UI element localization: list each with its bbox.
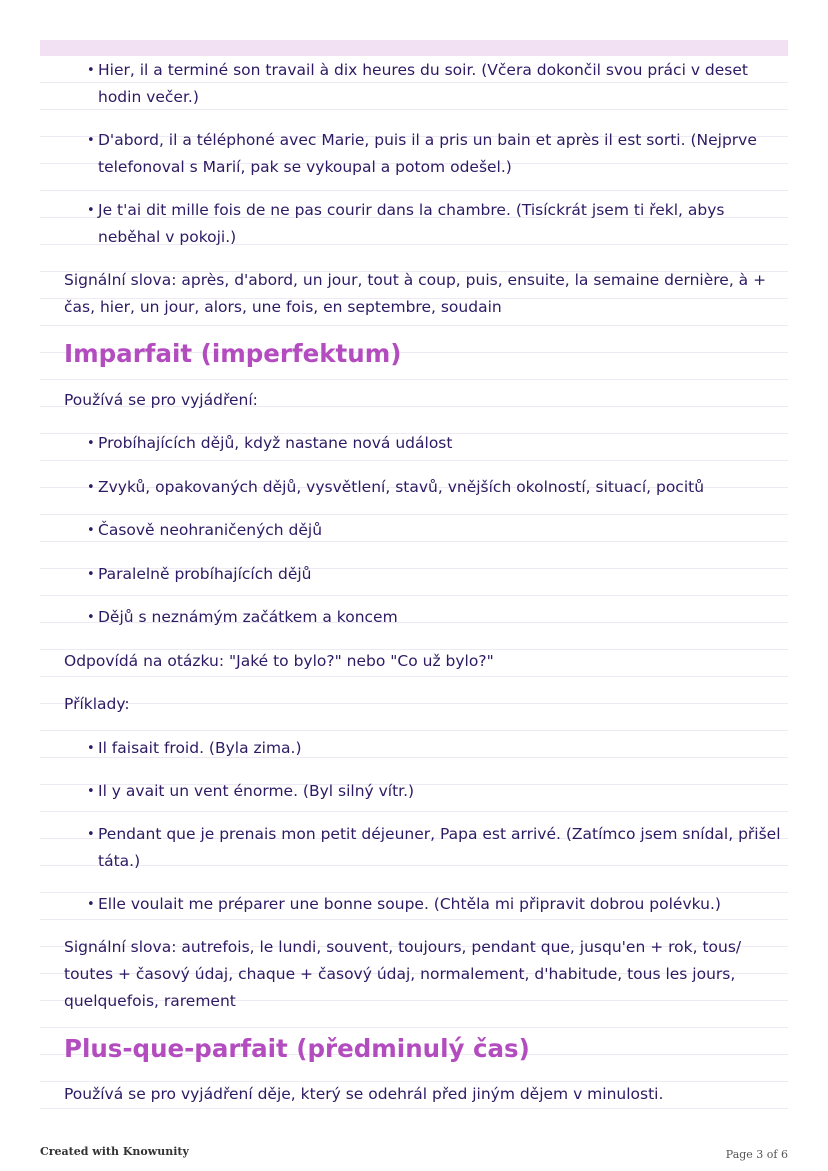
list-item: • Hier, il a terminé son travail à dix heures du soir. (Včera dokončil svou práci v deset hodin večer.) xyxy=(88,57,782,111)
list-item: • Pendant que je prenais mon petit déjeuner, Papa est arrivé. (Zatímco jsem snídal, přišel táta.) xyxy=(88,821,782,875)
list-item: • Zvyků, opakovaných dějů, vysvětlení, stavů, vnějších okolností, situací, pocitů xyxy=(88,474,782,501)
page-top-band xyxy=(40,40,788,56)
list-item: • Elle voulait me préparer une bonne soupe. (Chtěla mi připravit dobrou polévku.) xyxy=(88,891,782,918)
section-heading-imparfait: Imparfait (imperfektum) xyxy=(64,339,402,368)
footer-page-number: Page 3 of 6 xyxy=(725,1148,788,1161)
list-item: • Il y avait un vent énorme. (Byl silný vítr.) xyxy=(88,778,782,805)
intro-text: Používá se pro vyjádření: xyxy=(64,391,258,409)
question-text: Odpovídá na otázku: "Jaké to bylo?" nebo "Co už bylo?" xyxy=(64,652,494,670)
list-item: • Časově neohraničených dějů xyxy=(88,517,782,544)
list-item: • Probíhajících dějů, když nastane nová událost xyxy=(88,430,782,457)
examples-label: Příklady: xyxy=(64,695,130,713)
list-item: • Paralelně probíhajících dějů xyxy=(88,561,782,588)
signal-words-passe-compose: Signální slova: après, d'abord, un jour, tout à coup, puis, ensuite, la semaine dernière, à + čas, hier, un jour, alors, une fois, en septembre, soudain xyxy=(64,271,767,316)
list-item: • Dějů s neznámým začátkem a koncem xyxy=(88,604,782,631)
section-heading-plus-que-parfait: Plus-que-parfait (předminulý čas) xyxy=(64,1034,530,1063)
intro-text: Používá se pro vyjádření děje, který se odehrál před jiným dějem v minulosti. xyxy=(64,1085,664,1103)
list-item: • Il faisait froid. (Byla zima.) xyxy=(88,735,782,762)
document-page xyxy=(40,56,788,1120)
list-item: • Je t'ai dit mille fois de ne pas courir dans la chambre. (Tisíckrát jsem ti řekl, abys neběhal v pokoji.) xyxy=(88,197,782,251)
signal-words-imparfait: Signální slova: autrefois, le lundi, souvent, toujours, pendant que, jusqu'en + rok, tous/ toutes + časový údaj, chaque + časový údaj, normalement, d'habitude, tous les jours, quelquefois, rarement xyxy=(64,938,742,1010)
list-item: • D'abord, il a téléphoné avec Marie, puis il a pris un bain et après il est sorti. (Nejprve telefonoval s Marií, pak se vykoupal a potom odešel.) xyxy=(88,127,782,181)
footer-created-with: Created with Knowunity xyxy=(40,1145,189,1158)
